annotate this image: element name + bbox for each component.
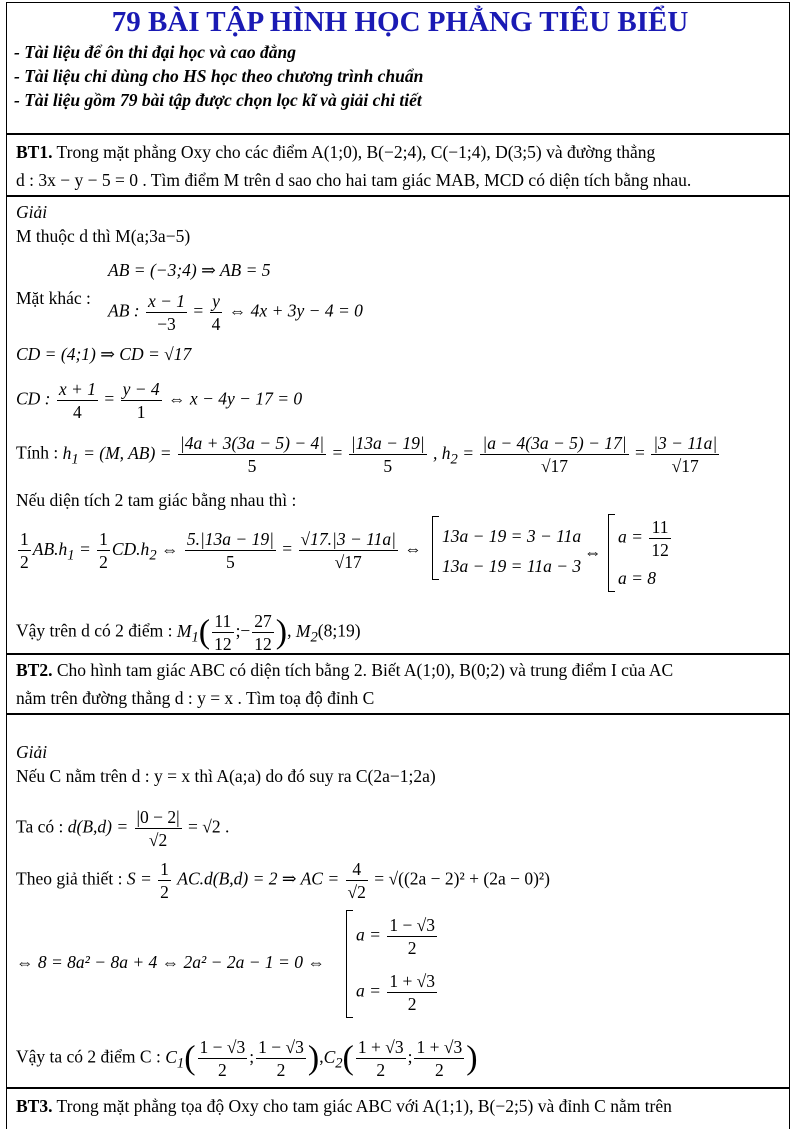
bt1-result: Vậy trên d có 2 điểm : $M_1$( $\frac{11}{12}$ ;− $\frac{27}{12}$ ), $M_2(8;19)$ [16,611,361,654]
bt1-frac-h1: $\frac{|4a + 3(3a - 5) - 4|}{5}$ [179,433,325,476]
bt2-step-2-label: Ta có : [16,816,64,837]
bt1-frac-h2b: $\frac{|3 - 11a|}{√17}$ [653,433,718,476]
bt2-step-3: Theo giả thiết : S = $\frac{1}{2}$ AC.d(B,d) = 2 ⇒ AC = $\frac{4}{√2}$ = √((2a − 2)² + (2a − 0)²) [16,859,550,902]
bt1-step-3: AB : $\frac{x - 1}{-3}$ = $\frac{y}{4}$ ⇔ 4x + 3y − 4 = 0 [108,291,363,334]
bt1-step-5-eq: ⇔ x − 4y − 17 = 0 [168,388,303,409]
bt1-case-4: a = 8 [618,568,657,588]
bt1-step-4-text: CD = (4;1) ⇒ CD = √17 [16,344,192,364]
header-line-1: - Tài liệu để ôn thi đại học và cao đẳng [14,42,296,62]
bt2-line-1 [16,660,673,680]
bt3-text-1: Trong mặt phẳng tọa độ Oxy cho tam giác ABC với A(1;1), B(−2;5) và đỉnh C nằm trên [56,1096,672,1116]
bt1-frac-ab-1: $\frac{x - 1}{-3}$ [147,291,186,334]
bt1-frac-cd-2: $\frac{y - 4}{1}$ [122,379,160,422]
bt1-bracket-2 [608,514,615,592]
header-line-2: - Tài liệu chỉ dùng cho HS học theo chương trình chuẩn [14,66,424,86]
header-line-3: - Tài liệu gồm 79 bài tập được chọn lọc kĩ và giải chi tiết [14,90,422,110]
bt2-step-3-label: Theo giả thiết : [16,868,123,889]
bt1-frac-h2: $\frac{|a - 4(3a - 5) - 17|}{√17}$ [482,433,627,476]
bt1-frac-ab-2: $\frac{y}{4}$ [211,291,221,334]
bt1-step-8: $\frac{1}{2}$ $AB.h_1$ = $\frac{1}{2}$ $CD.h_2$ ⇔ $\frac{5.|13a - 19|}{5}$ = $\frac{√17.|3 - 11a|}{√17}$ ⇔ [20,529,422,572]
bt1-step-3-eq: ⇔ 4x + 3y − 4 = 0 [228,300,363,321]
bt1-step-2 [108,260,271,280]
bt2-line-2: nằm trên đường thẳng d : y = x . Tìm toạ độ đỉnh C [16,688,375,708]
bt1-step-7: Nếu diện tích 2 tam giác bằng nhau thì : [16,490,297,510]
bt1-case-3: a = $\frac{11}{12}$ [618,517,669,560]
bt2-text-1: Cho hình tam giác ABC có diện tích bằng 2. Biết A(1;0), B(0;2) và trung điểm I của AC [56,660,674,680]
bt1-label: BT1. [16,142,53,162]
bt1-giai: Giải [16,202,48,222]
bt2-step-4: ⇔ 8 = 8a² − 8a + 4 ⇔ 2a² − 2a − 1 = 0 ⇔ [16,952,325,972]
bt1-step-6: Tính : $h_1 = (M$, AB) = $\frac{|4a + 3(3a - 5) - 4|}{5}$ = $\frac{|13a - 19|}{5}$ , $h_2$ = $\frac{|a - 4(3a - 5) - 17|}{√17}$ = $\frac{|3 - 11a|}{√17}$ [16,433,718,476]
bt1-text-1: Trong mặt phẳng Oxy cho các điểm A(1;0), B(−2;4), C(−1;4), D(3;5) và đường thẳng [56,142,656,162]
bt1-step-3-label: Mặt khác : [16,288,91,308]
bt2-giai: Giải [16,742,48,762]
bt1-case-2: 13a − 19 = 11a − 3 [442,556,582,576]
bt1-iff: ⇔ [584,542,602,562]
bt1-step-4 [16,344,191,364]
bt2-step-2: Ta có : d(B,d) = $\frac{|0 - 2|}{√2}$ = √2 . [16,807,230,850]
bt2-step-1: Nếu C nằm trên d : y = x thì A(a;a) do đó suy ra C(2a−1;2a) [16,766,436,786]
bt2-case-1: a = $\frac{1 - √3}{2}$ [356,915,436,958]
page-title: 79 BÀI TẬP HÌNH HỌC PHẲNG TIÊU BIỂU [111,6,689,38]
bt3-line-1 [16,1096,672,1116]
bt3-label: BT3. [16,1096,53,1116]
bt1-step-6-label: Tính : [16,442,59,463]
bt1-step-2-text: AB = (−3;4) ⇒ AB = 5 [108,260,271,280]
bt1-line-2: d : 3x − y − 5 = 0 . Tìm điểm M trên d sao cho hai tam giác MAB, MCD có diện tích bằng nhau. [16,170,692,190]
bt1-frac-cd-1: $\frac{x + 1}{4}$ [58,379,96,422]
bt1-bracket-1 [432,516,439,580]
bt1-step-1: M thuộc d thì M(a;3a−5) [16,226,191,246]
bt2-result: Vậy ta có 2 điểm C : $C_1$( $\frac{1 - √3}{2}$ ; $\frac{1 - √3}{2}$ )$,C_2$( $\frac{1 + √3}{2}$ ; $\frac{1 + √3}{2}$ ) [16,1037,478,1080]
bt2-bracket [346,910,353,1018]
bt1-frac-h1b: $\frac{|13a - 19|}{5}$ [350,433,425,476]
bt1-case-1: 13a − 19 = 3 − 11a [442,526,582,546]
bt2-case-2: a = $\frac{1 + √3}{2}$ [356,971,436,1014]
bt1-step-5: CD : $\frac{x + 1}{4}$ = $\frac{y - 4}{1}$ ⇔ x − 4y − 17 = 0 [16,379,303,422]
bt2-label: BT2. [16,660,53,680]
bt1-result-label: Vậy trên d có 2 điểm : [16,620,173,641]
bt1-line-1 [16,142,655,162]
bt2-result-label: Vậy ta có 2 điểm C : [16,1046,161,1067]
